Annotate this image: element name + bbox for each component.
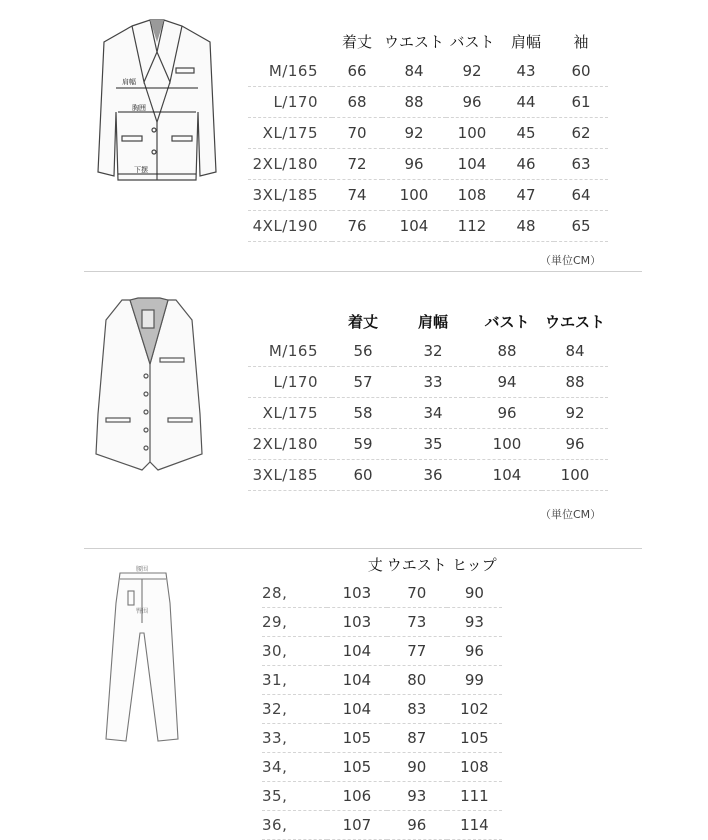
cell: 35 xyxy=(394,429,472,460)
size-label: 31, xyxy=(262,666,327,695)
cell: 45 xyxy=(498,118,554,149)
cell: 96 xyxy=(447,637,502,666)
cell: 61 xyxy=(554,87,608,118)
cell: 47 xyxy=(498,180,554,211)
size-label: 3XL/185 xyxy=(248,460,332,491)
cell: 56 xyxy=(332,336,394,367)
cell: 34 xyxy=(394,398,472,429)
jacket-label-shoulder: 肩幅 xyxy=(122,78,136,86)
size-label: M/165 xyxy=(248,336,332,367)
cell: 46 xyxy=(498,149,554,180)
jacket-illustration xyxy=(92,12,222,192)
vest-illustration xyxy=(88,294,210,474)
size-label: 3XL/185 xyxy=(248,180,332,211)
cell: 112 xyxy=(446,211,498,242)
col-header: 丈 xyxy=(367,555,383,574)
cell: 93 xyxy=(447,608,502,637)
jacket-label-chest: 胸囲 xyxy=(132,104,146,112)
jacket-header-row xyxy=(248,26,608,56)
cell: 105 xyxy=(327,724,387,753)
cell: 83 xyxy=(387,695,447,724)
jacket-section xyxy=(0,0,708,272)
table-row xyxy=(248,429,608,460)
vest-unit-note: （単位CM） xyxy=(540,508,602,521)
cell: 111 xyxy=(447,782,502,811)
table-row xyxy=(248,211,608,242)
cell: 88 xyxy=(472,336,542,367)
size-label: XL/175 xyxy=(248,118,332,149)
jacket-size-table xyxy=(248,26,608,242)
pants-illustration xyxy=(96,563,186,753)
pants-section xyxy=(0,549,708,832)
cell: 105 xyxy=(327,753,387,782)
cell: 96 xyxy=(382,149,446,180)
cell: 32 xyxy=(394,336,472,367)
cell: 92 xyxy=(382,118,446,149)
cell: 103 xyxy=(327,608,387,637)
cell: 74 xyxy=(332,180,382,211)
size-label: 36, xyxy=(262,811,327,840)
table-row xyxy=(248,87,608,118)
cell: 108 xyxy=(446,180,498,211)
col-header: ウエスト xyxy=(386,555,447,574)
cell: 104 xyxy=(327,637,387,666)
col-header: バスト xyxy=(484,312,530,331)
cell: 70 xyxy=(332,118,382,149)
cell: 103 xyxy=(327,579,387,608)
cell: 108 xyxy=(447,753,502,782)
col-header: 肩幅 xyxy=(417,312,448,331)
cell: 87 xyxy=(387,724,447,753)
cell: 107 xyxy=(327,811,387,840)
cell: 104 xyxy=(327,695,387,724)
table-row xyxy=(262,608,502,637)
cell: 44 xyxy=(498,87,554,118)
cell: 68 xyxy=(332,87,382,118)
table-row xyxy=(262,724,502,753)
table-row xyxy=(262,637,502,666)
cell: 72 xyxy=(332,149,382,180)
table-row xyxy=(262,666,502,695)
vest-size-table xyxy=(248,306,608,491)
cell: 90 xyxy=(447,579,502,608)
pants-header-row xyxy=(262,549,502,579)
cell: 100 xyxy=(542,460,608,491)
cell: 60 xyxy=(332,460,394,491)
cell: 57 xyxy=(332,367,394,398)
size-label: M/165 xyxy=(248,56,332,87)
size-label: 28, xyxy=(262,579,327,608)
table-row xyxy=(248,118,608,149)
col-header: ウエスト xyxy=(544,312,605,331)
jacket-label-hem: 下摆 xyxy=(134,166,148,174)
cell: 88 xyxy=(542,367,608,398)
cell: 43 xyxy=(498,56,554,87)
cell: 105 xyxy=(447,724,502,753)
cell: 106 xyxy=(327,782,387,811)
table-row xyxy=(262,811,502,840)
table-row xyxy=(248,367,608,398)
cell: 58 xyxy=(332,398,394,429)
size-label: 4XL/190 xyxy=(248,211,332,242)
cell: 73 xyxy=(387,608,447,637)
cell: 84 xyxy=(382,56,446,87)
pants-label-hip: 臀围 xyxy=(136,608,149,615)
pants-size-table xyxy=(262,549,502,840)
col-header: 着丈 xyxy=(341,32,372,51)
cell: 92 xyxy=(542,398,608,429)
cell: 62 xyxy=(554,118,608,149)
size-label: 34, xyxy=(262,753,327,782)
table-row xyxy=(248,398,608,429)
cell: 90 xyxy=(387,753,447,782)
vest-section xyxy=(0,272,708,548)
cell: 100 xyxy=(382,180,446,211)
cell: 70 xyxy=(387,579,447,608)
cell: 77 xyxy=(387,637,447,666)
size-label: 35, xyxy=(262,782,327,811)
cell: 80 xyxy=(387,666,447,695)
table-row xyxy=(262,695,502,724)
cell: 64 xyxy=(554,180,608,211)
table-row xyxy=(262,579,502,608)
size-label: 32, xyxy=(262,695,327,724)
cell: 104 xyxy=(382,211,446,242)
cell: 96 xyxy=(387,811,447,840)
cell: 76 xyxy=(332,211,382,242)
cell: 114 xyxy=(447,811,502,840)
cell: 66 xyxy=(332,56,382,87)
cell: 92 xyxy=(446,56,498,87)
col-header: 袖 xyxy=(573,32,589,51)
cell: 100 xyxy=(472,429,542,460)
table-row xyxy=(248,149,608,180)
pants-label-waist: 腰围 xyxy=(136,566,149,573)
col-header: バスト xyxy=(449,32,495,51)
col-header: ヒップ xyxy=(452,555,497,574)
vest-header-row xyxy=(248,306,608,336)
size-label: 2XL/180 xyxy=(248,429,332,460)
size-label: L/170 xyxy=(248,87,332,118)
size-label: 2XL/180 xyxy=(248,149,332,180)
col-header: ウエスト xyxy=(383,32,444,51)
cell: 104 xyxy=(446,149,498,180)
size-label: 33, xyxy=(262,724,327,753)
size-label: L/170 xyxy=(248,367,332,398)
col-header: 着丈 xyxy=(347,312,378,331)
cell: 65 xyxy=(554,211,608,242)
col-header: 肩幅 xyxy=(510,32,541,51)
cell: 100 xyxy=(446,118,498,149)
size-label: XL/175 xyxy=(248,398,332,429)
cell: 60 xyxy=(554,56,608,87)
table-row xyxy=(248,56,608,87)
cell: 96 xyxy=(446,87,498,118)
size-label: 29, xyxy=(262,608,327,637)
cell: 88 xyxy=(382,87,446,118)
jacket-unit-note: （単位CM） xyxy=(540,254,602,267)
table-row xyxy=(262,782,502,811)
cell: 48 xyxy=(498,211,554,242)
cell: 63 xyxy=(554,149,608,180)
cell: 36 xyxy=(394,460,472,491)
table-row xyxy=(248,180,608,211)
cell: 93 xyxy=(387,782,447,811)
table-row xyxy=(248,460,608,491)
cell: 99 xyxy=(447,666,502,695)
size-label: 30, xyxy=(262,637,327,666)
cell: 59 xyxy=(332,429,394,460)
table-row xyxy=(248,336,608,367)
cell: 33 xyxy=(394,367,472,398)
cell: 96 xyxy=(542,429,608,460)
cell: 96 xyxy=(472,398,542,429)
cell: 94 xyxy=(472,367,542,398)
cell: 84 xyxy=(542,336,608,367)
cell: 104 xyxy=(327,666,387,695)
cell: 102 xyxy=(447,695,502,724)
table-row xyxy=(262,753,502,782)
cell: 104 xyxy=(472,460,542,491)
